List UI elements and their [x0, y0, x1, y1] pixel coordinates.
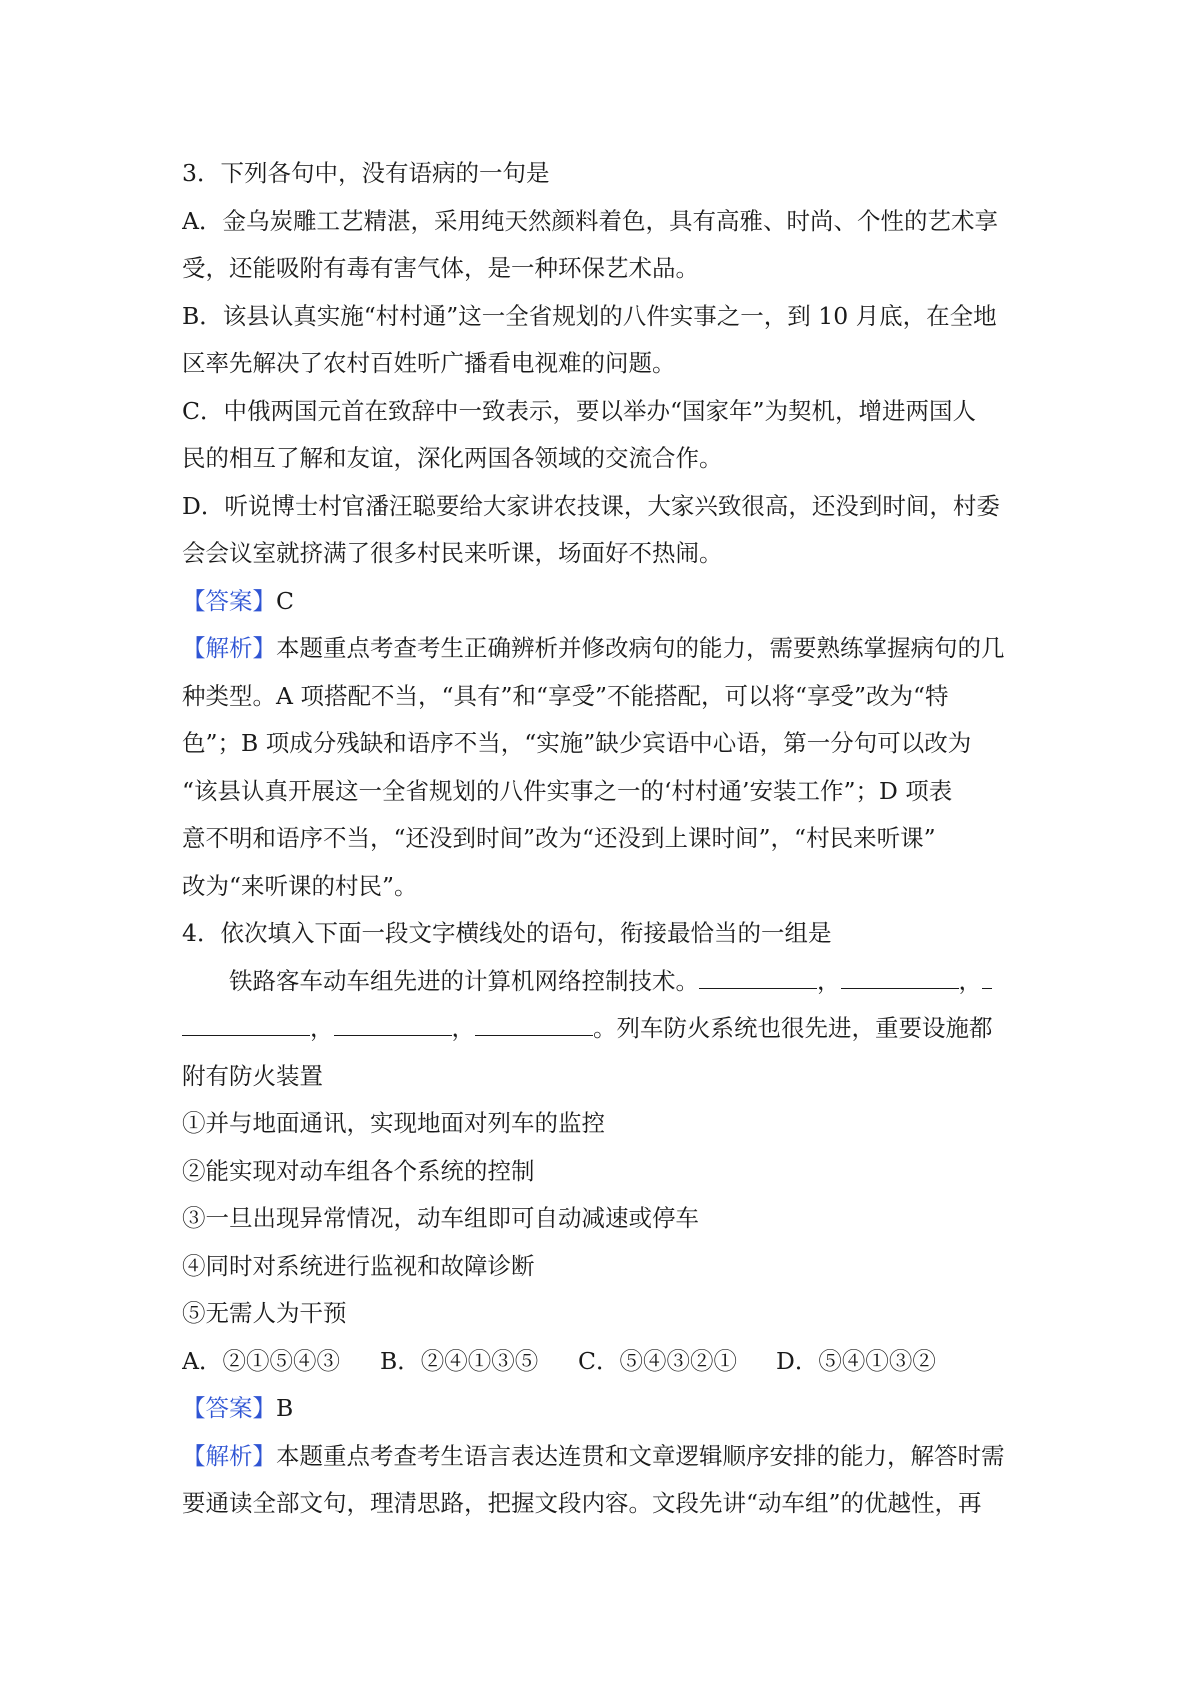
q4-option-b: B．②④①③⑤	[380, 1346, 539, 1375]
passage-text: 铁路客车动车组先进的计算机网络控制技术。	[229, 966, 699, 995]
q4-item-3: ③一旦出现异常情况，动车组即可自动减速或停车	[182, 1204, 699, 1232]
fill-blank-1	[699, 962, 817, 989]
comma: ，	[310, 1014, 334, 1042]
q3-option-a-line1: A．金乌炭雕工艺精湛，采用纯天然颜料着色，具有高雅、时尚、个性的艺术享	[182, 206, 998, 235]
q3-option-b-line2: 区率先解决了农村百姓听广播看电视难的问题。	[182, 349, 676, 377]
comma: ，	[451, 1014, 475, 1042]
q4-option-c: C．⑤④③②①	[578, 1346, 737, 1375]
fill-blank-3-start	[982, 962, 992, 989]
q3-option-c-line2: 民的相互了解和友谊，深化两国各领域的交流合作。	[182, 444, 723, 472]
q3-stem: 3．下列各句中，没有语病的一句是	[182, 159, 550, 187]
q3-option-d-line1: D．听说博士村官潘汪聪要给大家讲农技课，大家兴致很高，还没到时间，村委	[182, 491, 1000, 520]
fill-blank-4	[334, 1009, 452, 1036]
q4-passage-line1	[182, 958, 1022, 1006]
q4-option-d: D．⑤④①③②	[776, 1346, 936, 1375]
q3-analysis-line3: 色”；B 项成分残缺和语序不当，“实施”缺少宾语中心语，第一分句可以改为	[182, 729, 972, 757]
answer-tag: 【答案】	[182, 1394, 276, 1422]
q4-option-a: A．②①⑤④③	[182, 1346, 340, 1375]
document-page	[182, 150, 1022, 1528]
q3-analysis-line2: 种类型。A 项搭配不当，“具有”和“享受”不能搭配，可以将“享受”改为“特	[182, 681, 949, 710]
q4-item-4: ④同时对系统进行监视和故障诊断	[182, 1251, 535, 1280]
answer-value: C	[276, 586, 294, 615]
q4-stem: 4．依次填入下面一段文字横线处的语句，衔接最恰当的一组是	[182, 919, 832, 947]
q3-analysis-line6: 改为“来听课的村民”。	[182, 871, 418, 900]
q4-options	[182, 1338, 1022, 1386]
fill-blank-5	[475, 1009, 593, 1036]
fill-blank-3-end	[182, 1009, 310, 1036]
comma: ，	[817, 966, 841, 995]
q4-passage-line3: 附有防火装置	[182, 1061, 323, 1090]
q3-analysis-line5: 意不明和语序不当，“还没到时间”改为“还没到上课时间”，“村民来听课”	[182, 824, 936, 852]
comma: ，	[958, 966, 982, 995]
q3-analysis-line4: “该县认真开展这一全省规划的八件实事之一的‘村村通’安装工作”；D 项表	[182, 776, 953, 805]
q4-passage-line2	[182, 1005, 1022, 1053]
q3-option-b-line1: B．该县认真实施“村村通”这一全省规划的八件实事之一，到 10 月底，在全地	[182, 301, 997, 330]
q3-option-a-line2: 受，还能吸附有毒有害气体，是一种环保艺术品。	[182, 254, 699, 282]
analysis-text: 本题重点考查考生正确辨析并修改病句的能力，需要熟练掌握病句的几	[276, 634, 1005, 662]
q3-analysis-line1	[182, 625, 1022, 673]
answer-tag: 【答案】	[182, 586, 276, 615]
q4-answer	[182, 1385, 1022, 1433]
q4-analysis-line1	[182, 1433, 1022, 1481]
passage-text: 。列车防火系统也很先进，重要设施都	[593, 1014, 993, 1042]
q3-answer	[182, 578, 1022, 626]
q4-item-2: ②能实现对动车组各个系统的控制	[182, 1156, 535, 1185]
q4-item-5: ⑤无需人为干预	[182, 1299, 347, 1327]
q4-analysis-line2: 要通读全部文句，理清思路，把握文段内容。文段先讲“动车组”的优越性，再	[182, 1489, 982, 1517]
answer-value: B	[276, 1394, 294, 1422]
analysis-text: 本题重点考查考生语言表达连贯和文章逻辑顺序安排的能力，解答时需	[276, 1441, 1005, 1470]
q3-option-d-line2: 会会议室就挤满了很多村民来听课，场面好不热闹。	[182, 539, 723, 567]
q3-option-c-line1: C．中俄两国元首在致辞中一致表示，要以举办“国家年”为契机，增进两国人	[182, 396, 977, 425]
analysis-tag: 【解析】	[182, 634, 276, 662]
fill-blank-2	[841, 962, 959, 989]
analysis-tag: 【解析】	[182, 1441, 276, 1470]
q4-item-1: ①并与地面通讯，实现地面对列车的监控	[182, 1109, 605, 1137]
